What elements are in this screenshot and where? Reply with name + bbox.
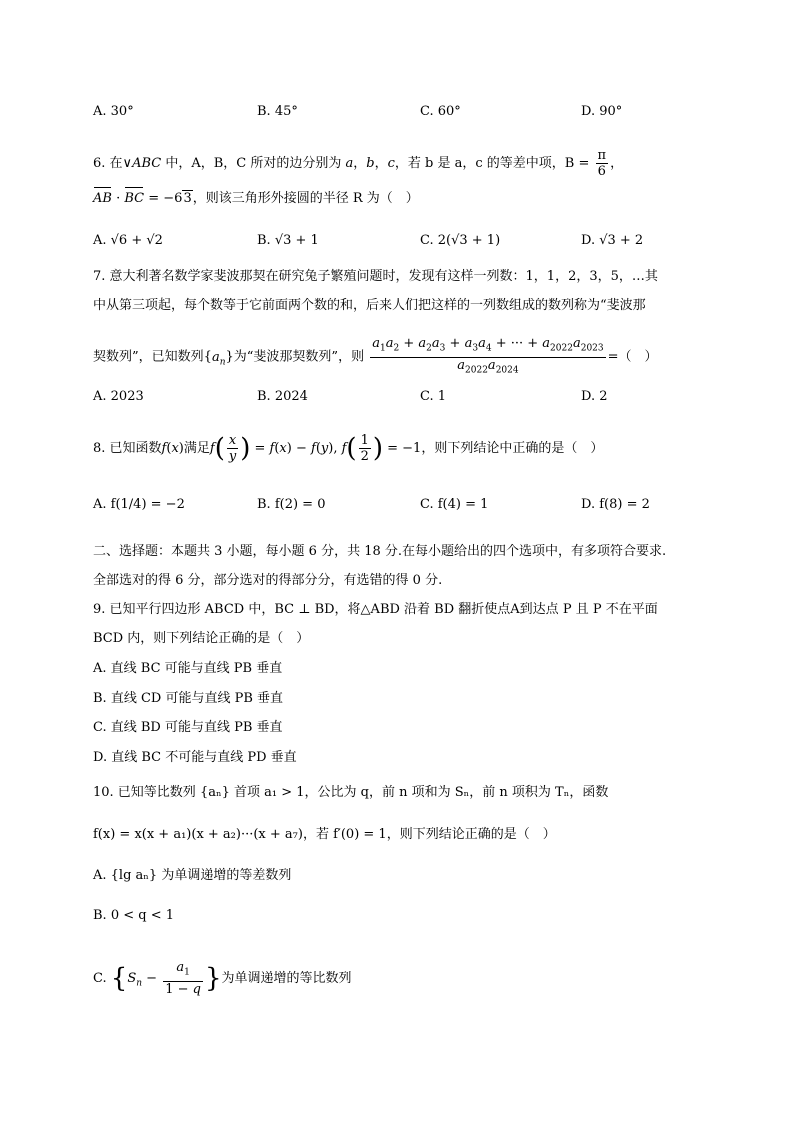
q9-option-a: A. 直线 BC 可能与直线 PB 垂直 xyxy=(93,661,283,676)
q10-option-c-label: C. xyxy=(93,970,107,986)
q10-stem-line2: f(x) = x(x + a₁)(x + a₂)···(x + a₇)，若 f′(0) = 1，则下列结论正确的是（ ） xyxy=(93,827,556,842)
q10-option-c: C. {$S_n$ − $\frac{a_1}{1 - q}$ }为单调递增的等比数列 xyxy=(93,960,352,997)
q6-prefix: 6. 在∨ xyxy=(93,156,133,171)
q6-option-c: C. 2(√3 + 1) xyxy=(420,233,501,248)
q6-triangle: ABC xyxy=(132,156,162,171)
q9-stem-line1: 9. 已知平行四边形 ABCD 中，BC ⊥ BD，将△ABD 沿着 BD 翻折使点A到达点 P 且 P 不在平面 xyxy=(93,602,658,617)
q5-option-d: D. 90° xyxy=(581,104,623,119)
q9-option-b: B. 直线 CD 可能与直线 PB 垂直 xyxy=(93,691,284,706)
q6-option-d: D. √3 + 2 xyxy=(581,233,644,248)
q10-option-b: B. 0 < q < 1 xyxy=(93,908,174,923)
q10-option-a: A. {lg aₙ} 为单调递增的等差数列 xyxy=(93,868,292,883)
q8-option-d: D. f(8) = 2 xyxy=(581,497,650,512)
q5-option-a: A. 30° xyxy=(93,104,134,119)
q9-option-d: D. 直线 BC 不可能与直线 PD 垂直 xyxy=(93,750,297,765)
q7-prefix: 契数列”，已知数列 xyxy=(93,349,204,365)
q8-stem: 8. 已知函数f(x)满足f( $\frac{x}{y}$ ) = f(x) − f(y), f( $\frac{1}{2}$ ) = −1，则下列结论中正确的是（ ） xyxy=(93,433,604,464)
q10-option-c-tail: 为单调递增的等比数列 xyxy=(221,970,352,986)
q7-stem-line1: 7. 意大利著名数学家斐波那契在研究兔子繁殖问题时，发现有这样一列数：1，1，2，3，5，…其 xyxy=(93,269,658,284)
q5-option-b: B. 45° xyxy=(257,104,298,119)
section2-instructions-line1: 二、选择题：本题共 3 小题，每小题 6 分，共 18 分.在每小题给出的四个选项中，有多项符合要求. xyxy=(93,544,667,559)
q8-option-b: B. f(2) = 0 xyxy=(257,497,326,512)
q6-pi-over-6: $\frac{\pi}{6}$ xyxy=(597,148,607,179)
q6-stem-line1: 6. 在∨ABC 中，A，B，C 所对的边分别为 a，b，c，若 b 是 a，c 的等差中项，B = $\frac{\pi}{6}$ ， xyxy=(93,148,624,179)
q9-option-c: C. 直线 BD 可能与直线 PB 垂直 xyxy=(93,720,283,735)
q8-tail: ，则下列结论中正确的是（ ） xyxy=(421,441,604,456)
q9-stem-line2: BCD 内，则下列结论正确的是（ ） xyxy=(93,631,310,646)
q6-stem-line2: AB · BC = −63，则该三角形外接圆的半径 R 为（ ） xyxy=(93,191,419,206)
q7-stem-line3: 契数列”，已知数列$\{a_n\}$为“斐波那契数列”，则 $\frac{a_1a_2 + a_2a_3 + a_3a_4 + \cdot\cdot\cdot + a_{2022}a_{2023}}{a_{2022}a_{2024}}$ =（ ） xyxy=(93,336,658,378)
q8-option-a: A. f(1/4) = −2 xyxy=(93,497,185,512)
q8-mid: 满足 xyxy=(183,441,210,456)
q7-mid: 为“斐波那契数列”，则 xyxy=(233,349,365,365)
q7-option-b: B. 2024 xyxy=(257,389,308,404)
q7-tail: =（ ） xyxy=(607,349,658,365)
q10-stem-line1: 10. 已知等比数列 {aₙ} 首项 a₁ > 1，公比为 q，前 n 项和为 Sₙ，前 n 项积为 Tₙ，函数 xyxy=(93,785,609,800)
q7-fraction: $\frac{a_1a_2 + a_2a_3 + a_3a_4 + \cdot\cdot\cdot + a_{2022}a_{2023}}{a_{2022}a_{2024}}$ xyxy=(372,336,604,376)
q6-mid2: ，若 b 是 a，c 的等差中项，B = xyxy=(394,156,590,171)
q5-option-c: C. 60° xyxy=(420,104,461,119)
q7-stem-line2: 中从第三项起，每个数等于它前面两个数的和，后来人们把这样的一列数组成的数列称为“斐波那 xyxy=(93,298,646,313)
q7-option-d: D. 2 xyxy=(581,389,608,404)
q7-option-c: C. 1 xyxy=(420,389,447,404)
q6-tail: ，则该三角形外接圆的半径 R 为（ ） xyxy=(192,191,419,206)
q8-option-c: C. f(4) = 1 xyxy=(420,497,489,512)
section2-instructions-line2: 全部选对的得 6 分，部分选对的得部分分，有选错的得 0 分. xyxy=(93,573,443,588)
q6-option-b: B. √3 + 1 xyxy=(257,233,319,248)
q7-option-a: A. 2023 xyxy=(93,389,144,404)
q6-mid1: 中，A，B，C 所对的边分别为 xyxy=(161,156,342,171)
q6-option-a: A. √6 + √2 xyxy=(93,233,163,248)
q8-prefix: 8. 已知函数 xyxy=(93,441,162,456)
